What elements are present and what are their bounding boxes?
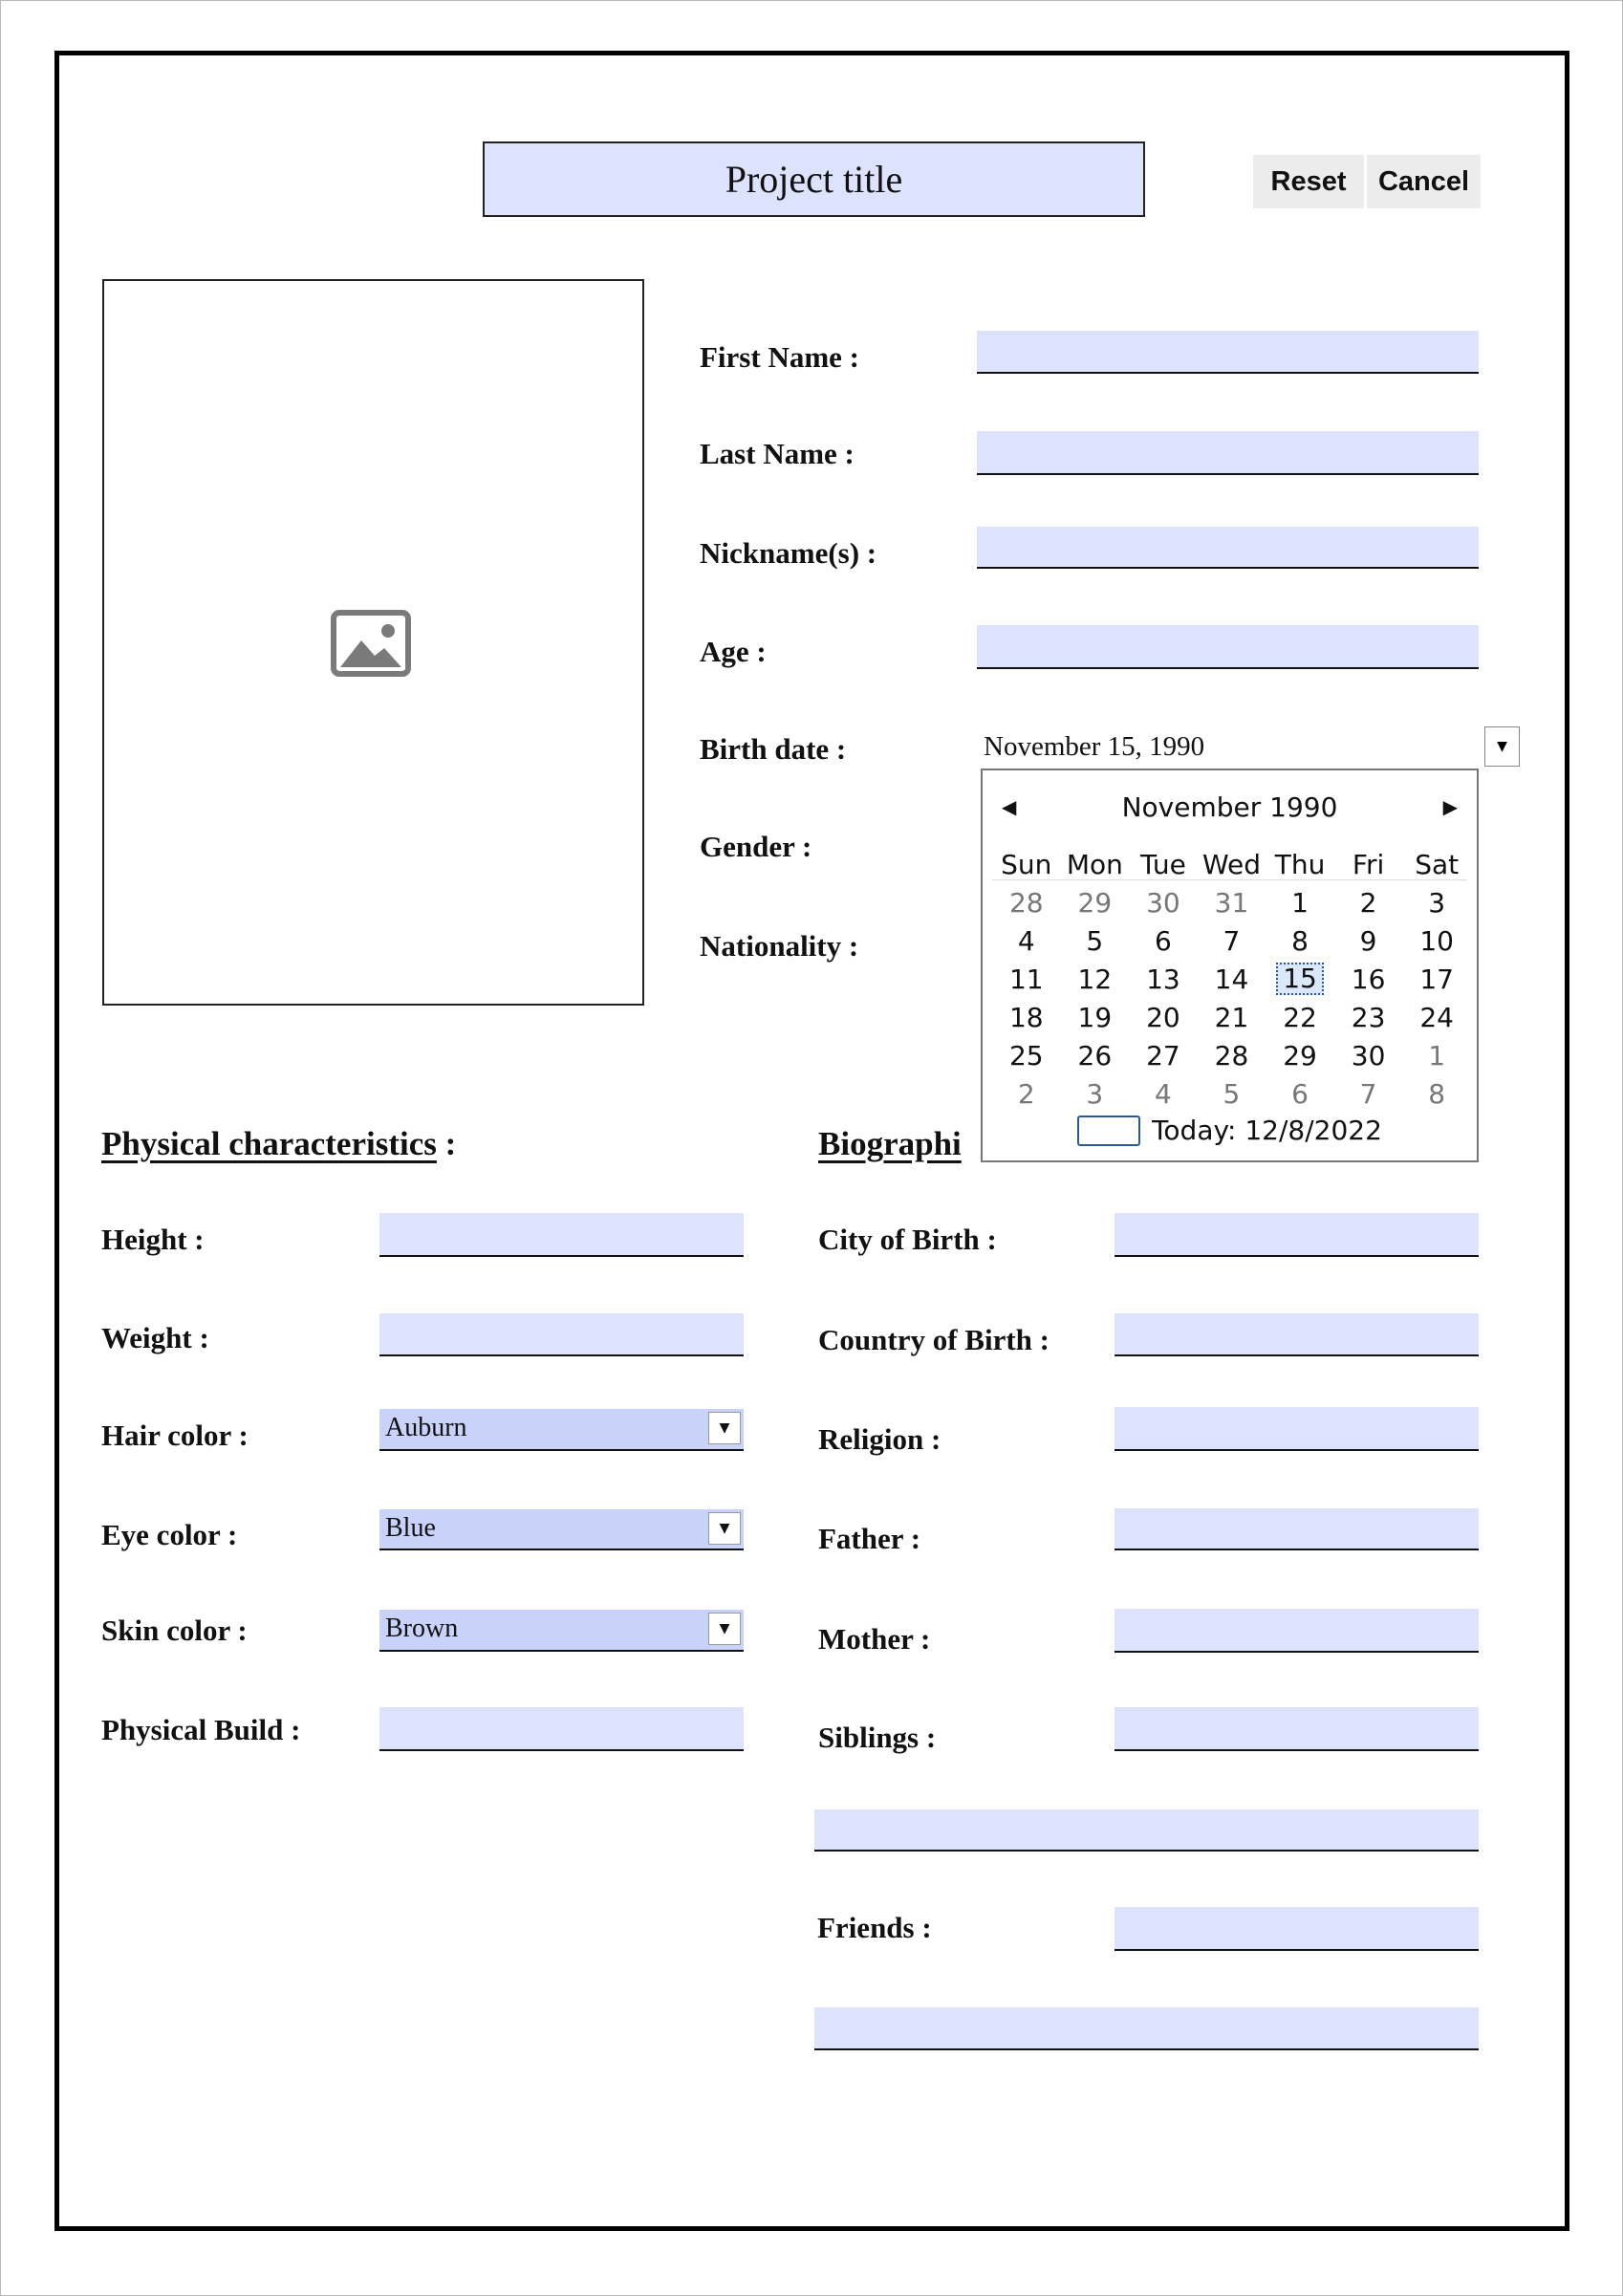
calendar-day-number: 8 [1291,924,1309,957]
country-of-birth-label: Country of Birth : [818,1323,1050,1356]
height-field[interactable] [379,1213,744,1257]
skin-color-select[interactable] [379,1610,744,1652]
calendar-day-number: 9 [1359,924,1377,957]
calendar-week-row [992,960,1471,998]
calendar-day-number: 23 [1351,1001,1386,1033]
calendar-day[interactable] [1198,964,1266,995]
calendar-day-number: 30 [1146,886,1180,919]
calendar-day[interactable] [1061,1078,1130,1110]
calendar-day[interactable] [1198,887,1266,919]
calendar-day[interactable] [1129,1040,1198,1072]
calendar-day[interactable] [992,1078,1061,1110]
weekday-label: Tue [1139,848,1186,880]
skin-color-value: Brown [385,1614,459,1643]
calendar-day-number: 4 [1017,924,1035,957]
birth-date-label: Birth date : [700,732,847,766]
today-label: Today: 12/8/2022 [1152,1115,1382,1146]
calendar-day[interactable] [1129,1002,1198,1033]
calendar-day-number: 18 [1008,1001,1044,1033]
calendar-day[interactable] [1266,1002,1334,1033]
chevron-down-icon[interactable]: ▼ [708,1512,741,1545]
calendar-day-number: 30 [1351,1039,1386,1072]
physical-build-field[interactable] [379,1707,744,1751]
calendar-day[interactable] [1334,964,1403,995]
calendar-day-number: 16 [1351,963,1386,995]
chevron-down-icon[interactable]: ▼ [708,1613,741,1645]
mother-field[interactable] [1114,1609,1479,1653]
photo-placeholder[interactable] [102,279,644,1006]
last-name-label: Last Name : [700,437,855,470]
calendar-day-number: 29 [1077,886,1113,919]
birth-date-dropdown-button[interactable] [1484,726,1520,767]
siblings-field-extra[interactable] [814,1809,1479,1852]
calendar-day-number: 13 [1146,963,1180,995]
friends-label: Friends : [817,1911,932,1944]
calendar-day-number: 7 [1359,1077,1377,1110]
friends-field[interactable] [1114,1907,1479,1951]
father-field[interactable] [1114,1508,1479,1550]
last-name-field[interactable] [977,431,1479,475]
calendar-day[interactable] [1129,925,1198,957]
today-marker-icon [1077,1116,1140,1146]
calendar-day-number: 20 [1146,1001,1180,1033]
physical-section-title-text: Physical characteristics [101,1125,437,1162]
calendar-month-title[interactable]: November 1990 [1121,791,1338,823]
calendar-day[interactable] [1266,1040,1334,1072]
calendar-day-number: 19 [1077,1001,1113,1033]
calendar-day-number: 26 [1077,1039,1113,1072]
calendar-day[interactable] [1061,1040,1130,1072]
weight-label: Weight : [101,1321,209,1354]
calendar-day-number: 21 [1214,1001,1249,1033]
calendar-day[interactable] [1402,1078,1471,1110]
physical-section-colon: : [436,1125,457,1162]
calendar-day[interactable] [1266,887,1334,919]
city-of-birth-label: City of Birth : [818,1223,997,1256]
calendar-day[interactable] [1061,925,1130,957]
calendar-day-number: 24 [1419,1001,1454,1033]
calendar-day-number: 4 [1154,1077,1172,1110]
weekday-label: Mon [1066,848,1123,880]
calendar-week-row [992,998,1471,1036]
calendar-day[interactable] [992,1040,1061,1072]
calendar-day[interactable] [992,1002,1061,1033]
first-name-field[interactable] [977,331,1479,374]
calendar-day-number: 22 [1283,1001,1317,1033]
calendar-day-number: 31 [1214,886,1249,919]
calendar-day-number: 6 [1291,1077,1309,1110]
age-label: Age : [700,635,767,668]
gender-label: Gender : [700,830,812,863]
calendar-day[interactable] [1198,1078,1266,1110]
calendar-day[interactable] [1402,925,1471,957]
calendar-day[interactable] [1402,964,1471,995]
father-label: Father : [818,1522,921,1555]
eye-color-label: Eye color : [101,1518,238,1551]
calendar-day-number: 5 [1086,924,1104,957]
caret-left-icon: ◀ [1002,795,1017,818]
calendar-week-row [992,1036,1471,1074]
calendar-day[interactable] [1334,1040,1403,1072]
calendar-day[interactable] [1061,887,1130,919]
skin-color-label: Skin color : [101,1614,248,1647]
friends-field-extra[interactable] [814,2007,1479,2050]
caret-right-icon: ▶ [1442,795,1458,818]
calendar-day-number: 27 [1146,1039,1180,1072]
calendar-day[interactable] [1198,925,1266,957]
calendar-day[interactable] [1061,964,1130,995]
eye-color-value: Blue [385,1513,436,1543]
calendar-day-number: 10 [1419,924,1454,957]
calendar-day[interactable] [1061,1002,1130,1033]
calendar-day[interactable] [1129,887,1198,919]
calendar-day[interactable] [1266,1078,1334,1110]
mother-label: Mother : [818,1622,931,1656]
nationality-label: Nationality : [700,929,859,963]
calendar-day[interactable] [1402,887,1471,919]
weight-field[interactable] [379,1313,744,1356]
calendar-day-number: 2 [1017,1077,1035,1110]
weekday-label: Thu [1274,848,1326,880]
weekday-label: Wed [1201,848,1261,880]
city-of-birth-field[interactable] [1114,1213,1479,1257]
hair-color-value: Auburn [385,1413,467,1442]
calendar-day[interactable] [1129,1078,1198,1110]
age-field[interactable] [977,625,1479,669]
calendar-day[interactable] [1334,925,1403,957]
chevron-down-icon: ▼ [1497,739,1507,754]
calendar-week-row [992,1074,1471,1113]
calendar-day-number: 25 [1008,1039,1044,1072]
calendar-weekday-row [992,845,1471,883]
calendar-day[interactable] [992,964,1061,995]
calendar-day-number: 6 [1154,924,1172,957]
biographical-section-title [818,1125,962,1163]
next-month-button[interactable] [1443,795,1458,818]
calendar-day[interactable] [1402,1002,1471,1033]
religion-field[interactable] [1114,1407,1479,1451]
calendar-day[interactable] [992,887,1061,919]
calendar-day-number: 3 [1086,1077,1104,1110]
project-title-field[interactable]: Project title [483,141,1145,217]
today-button[interactable] [983,1115,1477,1146]
calendar-day-number: 2 [1359,886,1377,919]
height-label: Height : [101,1223,205,1256]
calendar-day-number: 28 [1008,886,1044,919]
calendar-day-number: 1 [1428,1039,1446,1072]
birth-date-field[interactable]: November 15, 1990 [984,731,1205,762]
calendar-week-row [992,883,1471,921]
first-name-label: First Name : [700,340,859,374]
calendar-day[interactable] [1334,1078,1403,1110]
calendar-day[interactable] [992,925,1061,957]
country-of-birth-field[interactable] [1114,1313,1479,1356]
calendar-day[interactable] [1129,964,1198,995]
calendar-day-number: 7 [1223,924,1241,957]
calendar-day-number: 11 [1008,963,1044,995]
calendar-week-row [992,921,1471,960]
date-picker-calendar[interactable] [981,769,1479,1162]
image-icon [331,610,411,677]
weekday-label: Sun [1001,848,1052,880]
calendar-day-number: 15 [1276,963,1324,995]
eye-color-select[interactable] [379,1509,744,1550]
calendar-day-number: 1 [1291,886,1309,919]
cancel-button[interactable]: Cancel [1367,155,1481,208]
calendar-day-number: 3 [1428,886,1446,919]
calendar-day[interactable] [1198,1002,1266,1033]
chevron-down-icon[interactable]: ▼ [708,1412,741,1444]
calendar-day-number: 29 [1283,1039,1317,1072]
religion-label: Religion : [818,1422,941,1456]
physical-build-label: Physical Build : [101,1713,301,1746]
reset-button[interactable]: Reset [1253,155,1364,208]
calendar-day-number: 8 [1428,1077,1446,1110]
calendar-day-number: 17 [1419,963,1454,995]
calendar-day-number: 12 [1077,963,1113,995]
calendar-day-number: 5 [1223,1077,1241,1110]
biographical-section-title-text: Biographi [818,1125,962,1162]
weekday-label: Sat [1415,848,1460,880]
siblings-field[interactable] [1114,1707,1479,1751]
nickname-field[interactable] [977,527,1479,569]
calendar-day-number: 28 [1214,1039,1249,1072]
calendar-day[interactable] [1198,1040,1266,1072]
hair-color-select[interactable] [379,1409,744,1451]
calendar-day[interactable] [1334,1002,1403,1033]
weekday-label: Fri [1352,848,1385,880]
calendar-day[interactable] [1266,925,1334,957]
nickname-label: Nickname(s) : [700,536,877,570]
hair-color-label: Hair color : [101,1419,249,1452]
calendar-grid [992,845,1471,1113]
physical-section-title [101,1125,456,1163]
siblings-label: Siblings : [818,1721,937,1754]
calendar-day[interactable] [1334,887,1403,919]
calendar-day-selected[interactable] [1266,963,1334,995]
calendar-day[interactable] [1402,1040,1471,1072]
calendar-day-number: 14 [1214,963,1249,995]
